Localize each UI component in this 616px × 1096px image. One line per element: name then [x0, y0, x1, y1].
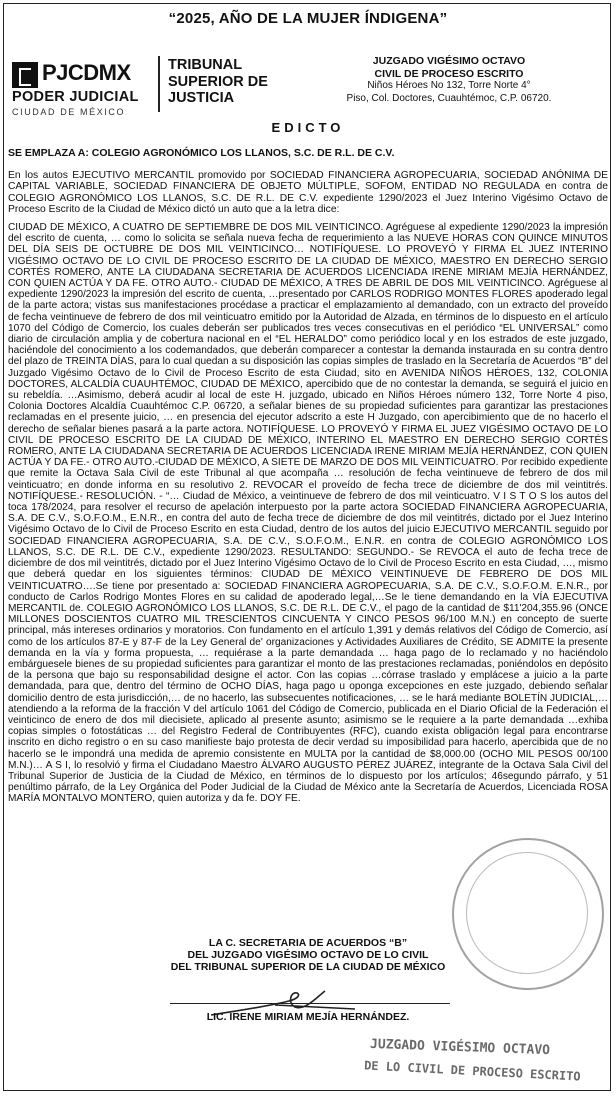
- stamp-line-2: DE LO CIVIL DE PROCESO ESCRITO: [363, 1058, 581, 1084]
- letterhead: [12, 50, 602, 120]
- court-address-2: Piso, Col. Doctores, Cuauhtémoc, C.P. 06720.: [346, 92, 552, 104]
- logo-acronym: PJCDMX: [42, 60, 131, 85]
- signature-title-3: DEL TRIBUNAL SUPERIOR DE LA CIUDAD DE MÉXICO: [170, 961, 446, 973]
- ruling-body: CIUDAD DE MÉXICO, A CUATRO DE SEPTIEMBRE DE DOS MIL VEINTICINCO. Agréguese al expediente 1290/2023 la impresión del escrito de cuenta, … como lo solicita se señala nueva fecha de requerimiento a las NUEVE HORAS CON QUINCE MINUTOS DEL DÍA SEIS DE OCTUBRE DE DOS MIL VEINTICINCO… NOTIFÍQUESE. LO PROVEYÓ Y FIRMA EL JUEZ INTERINO VIGÉSIMO OCTAVO DE LO CIVIL DE PROCESO ESCRITO DE LA CIUDAD DE MÉXICO, MAESTRO EN DERECHO SERGIO CORTÉS ROMERO, ANTE LA CIUDADANA SECRETARIA DE ACUERDOS LICENCIADA IRENE MIRIAM MEJÍA HERNÁNDEZ, CON QUIEN ACTÚA Y DA FE. OTRO AUTO.- CIUDAD DE MÉXICO, A TRES DE ABRIL DE DOS MIL VEINTICINCO. Agréguese al expediente 1290/2023 la impresión del escrito de cuenta, …presentado por CARLOS RODRIGO MONTES FLORES apoderado legal de la parte actora; vistas sus manifestaciones procédase a practicar el emplazamiento al demandado, con un extracto del proveído de fecha veintinueve de febrero de dos mil veinticuatro emitido por la Autoridad de Alzada, en términos de lo dispuesto en el artículo 1070 del Código de Comercio, los cuales deberán ser publicados tres veces consecutivas en el periódico “EL UNIVERSAL” como diario de circulación amplia y de cobertura nacional en el “EL HERALDO” como periódico local y en los estrados de este juzgado, haciéndole del conocimiento a los codemandados, que deberán comparecer a contestar la demanda instaurada en su contra dentro del plazo de TREINTA DÍAS, para lo cual quedan a su disposición las copias simples de traslado en la Secretaría de Acuerdos “B” del Juzgado Vigésimo Octavo de lo Civil de Proceso Escrito de esta Ciudad, sito en AVENIDA NIÑOS HÉROES, 132, COLONIA DOCTORES, ALCALDÍA CUAUHTÉMOC, CIUDAD DE MÉXICO, apercibido que de no contestar la demanda, se seguirá el juicio en su rebeldía. …Asimismo, deberá acudir al local de este H. juzgado, ubicado en Niños Héroes número 132, Torre Norte 4 piso, Colonia Doctores Alcaldía Cuauhtémoc C.P. 06720, a señalar bienes de su propiedad suficientes para garantizar las prestaciones reclamadas en el presente juicio, … en presencia del ejecutor adscrito a este H Juzgado, con apercibimiento que de no hacerlo el derecho de señalar bienes pasará a la parte actora. NOTIFÍQUESE. LO PROVEYÓ Y FIRMA EL JUEZ VIGÉSIMO OCTAVO DE LO CIVIL DE PROCESO ESCRITO DE LA CIUDAD DE MÉXICO, INTERINO EL MAESTRO EN DERECHO SERGIO CORTÉS ROMERO, ANTE LA CIUDADANA SECRETARIA DE ACUERDOS LICENCIADA IRENE MIRIAM MEJÍA HERNÁNDEZ, CON QUIEN ACTÚA Y DA FE.- OTRO AUTO.-CIUDAD DE MÉXICO, A SIETE DE MARZO DE DOS MIL VEINTICUATRO. Por recibido expediente que remite la Octava Sala Civil de este Tribunal al que acompaña … resolución de fecha veintinueve de febrero de dos mil veinticuatro; en donde informa en su resolutivo 2. REVOCAR el proveído de fecha trece de diciembre de dos mil veintitrés. NOTIFÍQUESE.- RESOLUCIÓN. - “… Ciudad de México, a veintinueve de febrero de dos mil veinticuatro. V I S T O S los autos del toca 178/2024, para resolver el recurso de apelación interpuesto por la parte actora SOCIEDAD FINANCIERA AGROPECUARIA, S.A. DE C.V., S.O.F.O.M., E.N.R., en contra del auto de fecha trece de diciembre de dos mil veintitrés, dictado por el Juez Interino Vigésimo Octavo de lo Civil de Proceso Escrito en esta Ciudad, dentro de los autos del juicio EJECUTIVO MERCANTIL seguido por SOCIEDAD FINANCIERA AGROPECUARIA, S.A. DE C.V., S.O.F.O.M., E.N.R. en contra de COLEGIO AGRONÓMICO LOS LLANOS, S.C. DE R.L. DE C.V., expediente 1290/2023. RESULTANDO: SEGUNDO.- Se REVOCA el auto de fecha trece de diciembre de dos mil veintitrés, dictado por el Juez Interino Vigésimo Octavo de lo Civil de Proceso Escrito en esta Ciudad, …, mismo que deberá quedar en los siguientes términos: CIUDAD DE MÉXICO VEINTINUEVE DE FEBRERO DE DOS MIL VEINTICUATRO….Se tiene por presentado a: SOCIEDAD FINANCIERA AGROPECUARIA, S.A. DE C.V., S.O.F.O.M. E.N.R., por conducto de Carlos Rodrigo Montes Flores en su calidad de apoderado legal,…Se le tiene demandando en la VÍA EJECUTIVA MERCANTIL de. COLEGIO AGRONÓMICO LOS LLANOS, S.C. DE R.L. DE C.V., el pago de la cantidad de $11'204,355.96 (ONCE MILLONES DOSCIENTOS CUATRO MIL TRESCIENTOS CINCUENTA Y CINCO PESOS 96/100 M.N.) en concepto de suerte principal, más intereses ordinarios y moratorios. Con fundamento en el artículo 1,391 y demás relativos del Código de Comercio, así como de los artículos 87-E y 87-F de la Ley General de' organizaciones y Actividades Auxiliares de Crédito, SE ADMITE la presente demanda en la vía y forma propuesta, … requiérase a la parte demandada … haga pago de lo reclamado y no haciéndolo embárguesele bienes de su propiedad suficientes para garantizar el monto de las prestaciones reclamadas, poniéndolos en depósito de la persona que bajo su responsabilidad designe el actor. Con las copias …córrase traslado y emplácese a juicio a la parte demandada, para que, dentro del término de OCHO DÍAS, haga pago u oponga excepciones en este juzgado, debiendo señalar domicilio dentro de esta jurisdicción,… de no hacerlo, las subsecuentes notificaciones, … se le hará mediante BOLETÍN JUDICIAL,… atendiendo a la reforma de la fracción V del artículo 1061 del Código de Comercio, publicada en el Diario Oficial de la Federación el veinticinco de enero de dos mil diecisiete, aplicado al presente asunto; asimismo se le requiere a la parte demandada …exhiba copias simples o fotostáticas … del Registro Federal de Contribuyentes (RFC), cuando exista obligación legal para encontrarse inscrito en dicho registro o en su caso manifieste bajo protesta de decir verdad su imposibilidad para hacerlo, apercibida que de no hacerlo se le impondrá una medida de apremio consistente en MULTA por la cantidad de $8,000.00 (OCHO MIL PESOS 00/100 M.N.)… A S I, lo resolvió y firma el Ciudadano Maestro ÁLVARO AUGUSTO PÉREZ JUÁREZ, integrante de la Octava Sala Civil del Tribunal Superior de Justicia de la Ciudad de México, en términos de lo dispuesto por los artículos; 46segundo párrafo, y 51 penúltimo párrafo, de la Ley Orgánica del Poder Judicial de la Ciudad de México ante la Secretaría de Acuerdos, Licenciada ROSA MARÍA MONTALVO MONTERO, quien autoriza y da fe. DOY FE.: [8, 222, 608, 805]
- signature-line: [170, 1003, 450, 1004]
- summons-heading: SE EMPLAZA A: COLEGIO AGRONÓMICO LOS LLANOS, S.C. DE R.L. DE C.V.: [8, 147, 395, 159]
- signer-name: LIC. IRENE MIRIAM MEJÍA HERNÁNDEZ.: [206, 1011, 410, 1023]
- pjcdmx-emblem-icon: [12, 62, 38, 88]
- logo-line-1: PODER JUDICIAL: [12, 89, 139, 105]
- header-divider: [158, 56, 160, 112]
- signature-title-2: DEL JUZGADO VIGÉSIMO OCTAVO DE LO CIVIL: [187, 949, 429, 961]
- court-block: [334, 55, 564, 105]
- stamp-line-1: JUZGADO VIGÉSIMO OCTAVO: [369, 1036, 551, 1059]
- tribunal-line-1: TRIBUNAL: [168, 57, 243, 73]
- year-motto: “2025, AÑO DE LA MUJER ÍNDIGENA”: [168, 10, 448, 27]
- court-address-1: Niños Héroes No 132, Torre Norte 4°: [367, 80, 531, 91]
- tribunal-line-3: JUSTICIA: [168, 90, 235, 106]
- signature-title-1: LA C. SECRETARIA DE ACUERDOS “B”: [208, 937, 408, 949]
- court-name: JUZGADO VIGÉSIMO OCTAVO: [372, 55, 526, 67]
- pjcdmx-logo: [12, 58, 154, 118]
- tribunal-line-2: SUPERIOR DE: [168, 73, 268, 90]
- court-type: CIVIL DE PROCESO ESCRITO: [374, 67, 524, 80]
- tribunal-name: [168, 57, 268, 107]
- document-title: EDICTO: [271, 120, 345, 135]
- intro-paragraph: En los autos EJECUTIVO MERCANTIL promovido por SOCIEDAD FINANCIERA AGROPECUARIA, SOCIEDAD ANÓNIMA DE CAPITAL VARIABLE, SOCIEDAD FINANCIERA DE OBJETO MÚLTIPLE, SOFOM, ENTIDAD NO REGULADA en contra de COLEGIO AGRONÓMICO LOS LLANOS, S.C. DE R.L. DE C.V. expediente 1290/2023 el Juez Interino Vigésimo Octavo de Proceso Escrito de la Ciudad de México dictó un auto que a la letra dice:: [8, 170, 608, 215]
- logo-line-2: CIUDAD DE MÉXICO: [12, 107, 126, 117]
